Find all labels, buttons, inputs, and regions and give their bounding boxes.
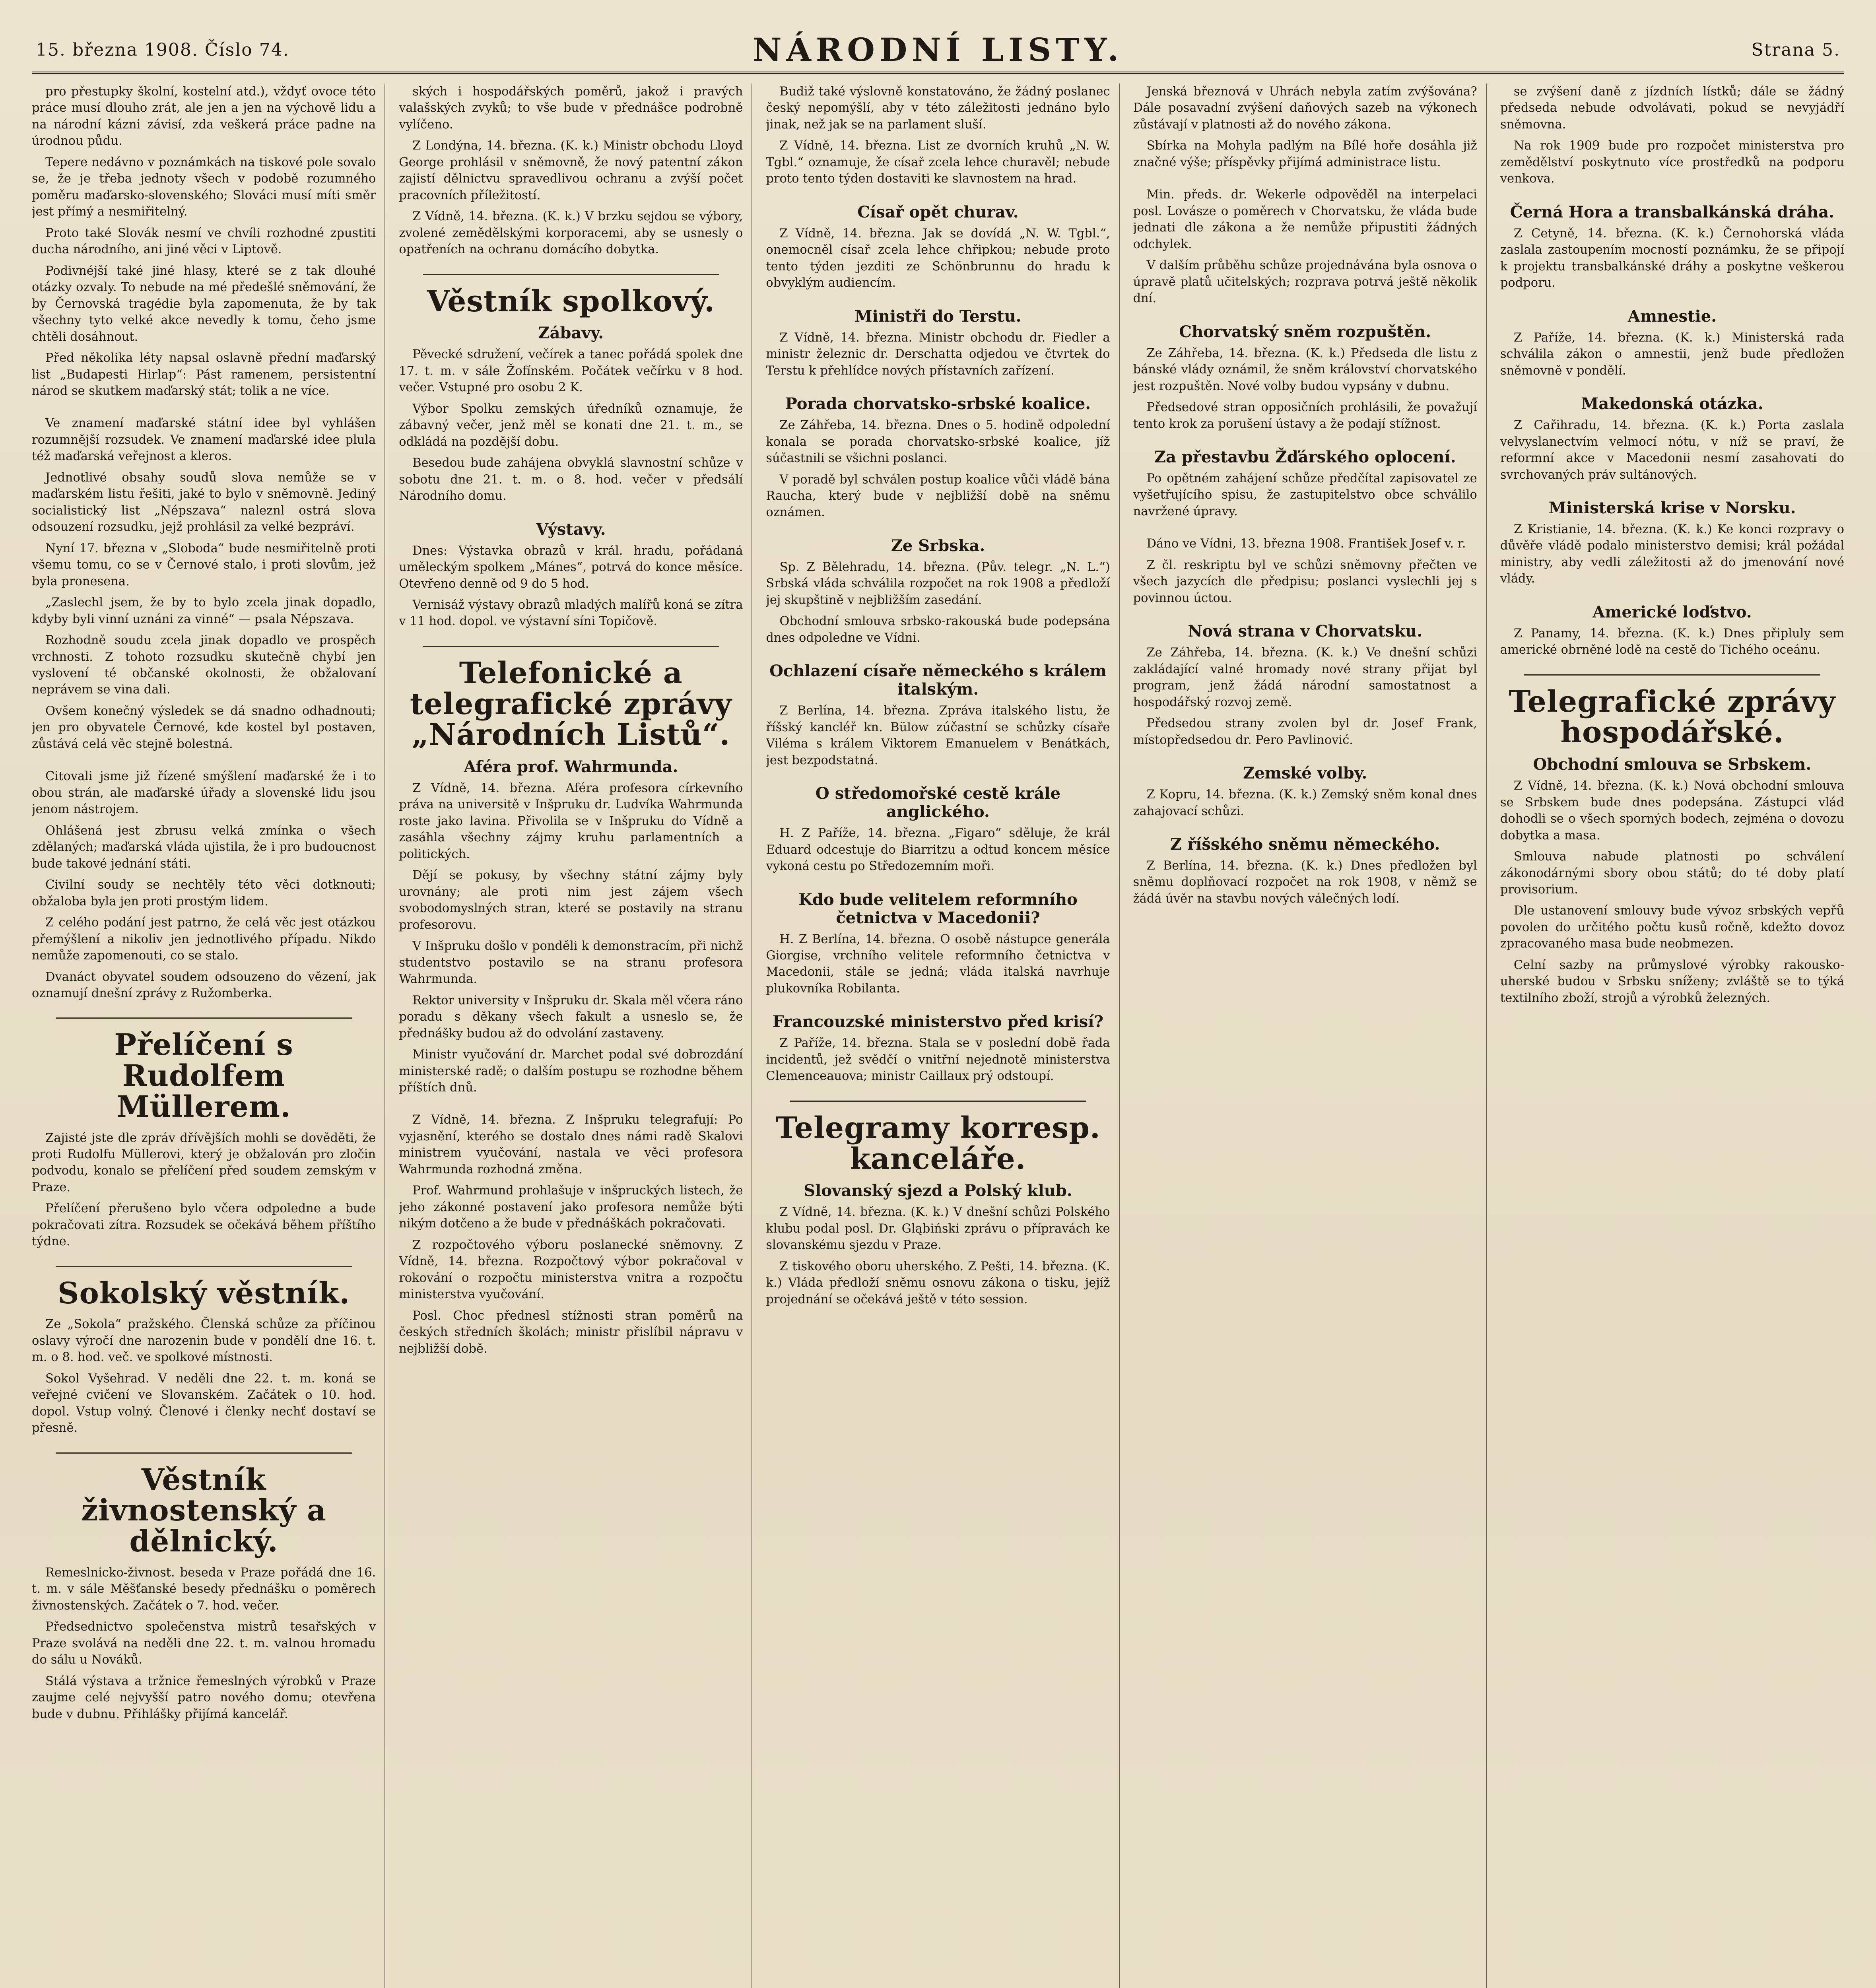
article-heading: Věstník spolkový. [427,284,715,318]
paragraph: Ovšem konečný výsledek se dá snadno odhadnouti; jen pro obyvatele Černové, kde kostel byl postaven, zůstává celá věc stejně bolestná. [32,704,376,751]
paragraph: Jednotlivé obsahy soudů slova nemůže se v maďarském listu řešiti, jaké to bylo v sněmovně. Jediný socialistický list „Népszava“ naleznl ostrá slova odsouzení rozsudku, jejž prohlásil za velké bezpráví. [32,470,376,534]
paragraph: Z Paříže, 14. března. Stala se v poslední době řada incidentů, jež svědčí o vnitřní nejednotě ministerstva Clemenceauova; ministr Caillaux prý odstoupí. [766,1036,1110,1083]
paragraph: Z Vídně, 14. března. (K. k.) Nová obchodní smlouva se Srbskem bude dnes podepsána. Zástupci vlád dohodli se o všech sporných bodech, zejména o dovozu dobytka a masa. [1500,779,1845,843]
paragraph: Z Vídně, 14. března. Aféra profesora církevního práva na universitě v Inšpruku dr. Ludvíka Wahrmunda roste jako lavina. Přivolila se v Inšpruku do Vídně a zasáhla všechny zájmy kruhu parlamentních a politických. [399,781,743,861]
article [766,1013,1110,1084]
article-subheading: Z říšského sněmu německého. [1170,835,1440,854]
article [1500,203,1844,291]
paragraph: Smlouva nabude platnosti po schválení zákonodárnými sbory obou států; do té doby platí provisorium. [1500,850,1845,897]
article [32,768,376,1002]
divider [1524,674,1820,676]
paragraph: Přelíčení přerušeno bylo včera odpoledne a bude pokračovati zítra. Rozsudek se očekává během příštího týdne. [32,1202,376,1249]
article-subheading: Obchodní smlouva se Srbskem. [1533,755,1812,774]
article [1133,764,1477,819]
paragraph: Z tiskového oboru uherského. Z Pešti, 14. března. (K. k.) Vláda předloží sněmu osnovu zákona o tisku, jejíž projednání se očekává ještě v této session. [766,1259,1110,1307]
paragraph: Ze Záhřeba, 14. března. (K. k.) Předseda dle listu z bánské vlády oznámil, že sněm království chorvatského jest rozpuštěn. Nové volby budou vypsány v dubnu. [1133,346,1477,393]
article-subheading: Černá Hora a transbalkánská dráha. [1510,202,1835,221]
article [766,662,1110,769]
article [766,307,1110,379]
paragraph: Tepere nedávno v poznámkách na tiskové pole sovalo se, že je třeba jednoty všech v podobě rozumného poměru maďarsko-slovenského; Slováci musí míti směr jest přímý a nesmiřitelný. [32,155,376,219]
paragraph: Z Kristianie, 14. března. (K. k.) Ke konci rozpravy o důvěře vládě podalo ministerstvo demisi; král požádal ministry, aby vedli záležitosti až do jmenování nové vlády. [1500,522,1845,586]
paragraph: Z Vídně, 14. března. (K. k.) V brzku sejdou se výbory, zvolené zemědělskými korporacemi, aby se usnesly o opatřeních na ochranu domácího dobytka. [399,210,743,257]
paragraph: Z Vídně, 14. března. Ministr obchodu dr. Fiedler a ministr železnic dr. Derschatta odjedou ve čtvrtek do Terstu k přehlídce nových přístavních zařízení. [766,330,1110,378]
paragraph: Z čl. reskriptu byl ve schůzi sněmovny přečten ve všech jazycích dle předpisu; poslanci vyslechli jej s povinnou úctou. [1133,558,1477,605]
column-5 [1500,83,1844,1988]
paragraph: Rozhodně soudu zcela jinak dopadlo ve prospěch vrchnosti. Z tohoto rozsudku skutečně chybí jen vyslovení té občanské okolnosti, že obžalovaní neprávem se vina dali. [32,633,376,697]
paragraph: Před několika léty napsal oslavně přední maďarský list „Budapesti Hirlap“: Pást ramenem, persistentní národ se skutkem maďarský stát; tolik a ne více. [32,351,376,398]
article-subheading: Ochlazení císaře německého s králem italským. [769,662,1107,699]
article [766,1101,1110,1308]
paragraph: V poradě byl schválen postup koalice vůči vládě bána Raucha, který bude v nejbližší době na sněmu oznámen. [766,472,1110,520]
paragraph: Dle ustanovení smlouvy bude vývoz srbských vepřů povolen do určitého počtu kusů ročně, kdežto dovoz zpracovaného masa bude neobmezen. [1500,904,1845,951]
article [1133,835,1477,907]
article-subheading: Americké loďstvo. [1592,602,1752,621]
paragraph: Ohlášená jest zbrusu velká zmínka o všech zdělaných; maďarská vláda ujistila, že i pro budoucnost bude takové jednání státi. [32,823,376,871]
paragraph: Nyní 17. března v „Sloboda“ bude nesmiřitelně proti všemu tomu, co se v Černové stalo, i proti slovům, jež byla pronesena. [32,541,376,588]
article [766,784,1110,874]
article [399,520,743,630]
paragraph: Ve znamení maďarské státní idee byl vyhlášen rozumnější rozsudek. Ve znamení maďarské idee plula též maďarská veřejnost a kleros. [32,416,376,464]
article [1500,499,1844,587]
paragraph: Po opětném zahájení schůze předčítal zapisovatel ze vyšetřujícího spisu, že zastupitelstvo obce schválilo navržené úpravy. [1133,471,1477,518]
article [766,395,1110,521]
article-subheading: Aféra prof. Wahrmunda. [464,757,678,776]
paragraph: H. Z Paříže, 14. března. „Figaro“ sděluje, že král Eduard odcestuje do Biarritzu a odtud koncem měsíce vykoná cestu po Středozemním moři. [766,826,1110,874]
paragraph: Besedou bude zahájena obvyklá slavnostní schůze v sobotu dne 21. t. m. o 8. hod. večer v předsálí Národního domu. [399,456,743,503]
article-subheading: Ministři do Terstu. [854,307,1022,326]
article-subheading: Ze Srbska. [891,536,985,555]
newspaper-title: NÁRODNÍ LISTY. [752,31,1124,68]
article [1133,323,1477,432]
article [1133,536,1477,606]
paragraph: Pěvecké sdružení, večírek a tanec pořádá spolek dne 17. t. m. v sále Žofínském. Počátek večírku v 8 hod. večer. Vstupné pro osobu 2 K. [399,348,743,395]
article-heading: Telegramy korresp. kanceláře. [775,1110,1101,1176]
article [1500,603,1844,658]
article-subheading: Slovanský sjezd a Polský klub. [804,1181,1072,1200]
paragraph: Podivnéjší také jiné hlasy, které se z tak dlouhé otázky ozvaly. To nebude na mé předešlé sněmování, že by Černovská tragédie byla zapomenuta, že by tak všechny tyto velké akce nevedly k tomu, čeho jsme chtěli dosáhnout. [32,264,376,344]
divider [790,1101,1086,1102]
paragraph: Sokol Vyšehrad. V neděli dne 22. t. m. koná se veřejné cvičení ve Slovanském. Začátek o 10. hod. dopol. Vstup volný. Členové i členky nechť dostaví se přesně. [32,1371,376,1435]
article [1133,622,1477,748]
article [1500,83,1844,187]
article-heading: Sokolský věstník. [58,1276,350,1310]
paragraph: Z Berlína, 14. března. (K. k.) Dnes předložen byl sněmu doplňovací rozpočet na rok 1908, v němž se žádá úvěr na stavbu nových válečných lodí. [1133,859,1477,906]
divider [56,1266,352,1267]
article [1500,674,1844,1006]
article-subheading: Nová strana v Chorvatsku. [1188,622,1423,641]
paragraph: Sbírka na Mohyla padlým na Bílé hoře dosáhla již značné výše; příspěvky přijímá administrace listu. [1133,139,1477,169]
article [32,1017,376,1250]
paragraph: Civilní soudy se nechtěly této věci dotknouti; obžaloba byla jen proti prostým lidem. [32,878,376,909]
paragraph: Z Kopru, 14. března. (K. k.) Zemský sněm konal dnes zahajovací schůzi. [1133,788,1477,818]
article-subheading: Za přestavbu Žďárského oplocení. [1154,447,1456,466]
paragraph: Z rozpočtového výboru poslanecké sněmovny. Z Vídně, 14. března. Rozpočtový výbor pokračoval v rokování o rozpočtu ministerstva vnitra a rozpočtu ministerstva vyučování. [399,1238,743,1302]
article [32,83,376,399]
article-subheading: Zábavy. [538,324,604,343]
divider [56,1017,352,1019]
paragraph: Předsednictvo společenstva mistrů tesařských v Praze svolává na neděli dne 22. t. m. valnou hromadu do sálu u Nováků. [32,1620,376,1667]
paragraph: Ze Záhřeba, 14. března. (K. k.) Ve dnešní schůzi zakládající valné hromady nové strany přijat byl program, jenž žádá národní samostatnost a hospodářský rozvoj země. [1133,646,1477,709]
paragraph: Ministr vyučování dr. Marchet podal své dobrozdání ministerské radě; o dalším postupu se rozhodne během příštích dnů. [399,1048,743,1095]
paragraph: Celní sazby na průmyslové výrobky rakousko-uherské budou v Srbsku sníženy; zvláště se to týká textilního zboží, strojů a výrobků železných. [1500,958,1845,1005]
paragraph: Z Vídně, 14. března. Jak se dovídá „N. W. Tgbl.“, onemocněl císař zcela lehce chřipkou; nebude proto tento týden jezditi ze Schönbrunnu do hradu k obvyklým audiencím. [766,226,1110,290]
article [766,537,1110,646]
paragraph: Z Panamy, 14. března. (K. k.) Dnes připluly sem americké obrněné lodě na cestě do Tichého oceánu. [1500,626,1845,657]
article-heading: Telefonické a telegrafické zprávy „Národních Listů“. [410,656,732,752]
paragraph: Prof. Wahrmund prohlašuje v inšpruckých listech, že jeho zákonné postavení jako profesora nemůže býti nikým dotčeno a že bude v přednáškách pokračovati. [399,1184,743,1231]
paragraph: Sp. Z Bělehradu, 14. března. (Pův. telegr. „N. L.“) Srbská vláda schválila rozpočet na rok 1908 a předloží jej skupštině v nejbližším zasedání. [766,560,1110,607]
paragraph: V dalším průběhu schůze projednávána byla osnova o úpravě platů učitelských; rozprava potrvá ještě několik dní. [1133,258,1477,306]
paragraph: Zajisté jste dle zpráv dřívějších mohli se dověděti, že proti Rudolfu Müllerovi, který je obžalován pro zločin podvodu, konalo se přelíčení před soudem zemským v Praze. [32,1131,376,1194]
article [32,415,376,752]
paragraph: Remeslnicko-živnost. beseda v Praze pořádá dne 16. t. m. v sále Měšťanské besedy přednášku o poměrech živnostenských. Začátek o 7. hod. večer. [32,1565,376,1613]
paragraph: ských i hospodářských poměrů, jakož i pravých valašských zvyků; to vše bude v přednášce podrobně vylíčeno. [399,85,743,132]
paragraph: „Zaslechl jsem, že by to bylo zcela jinak dopadlo, kdyby byli vinní uznáni za vinné“ — psala Népszava. [32,596,376,626]
article [399,83,743,258]
article [32,1266,376,1437]
paragraph: Ze Záhřeba, 14. března. Dnes o 5. hodině odpolední konala se porada chorvatsko-srbské koalice, jíž súčastnili se všichni poslanci. [766,418,1110,466]
page-number: Strana 5. [1751,40,1840,60]
article-subheading: Makedonská otázka. [1581,394,1763,414]
paragraph: Rektor university v Inšpruku dr. Skala měl včera ráno poradu s děkany všech fakult a usneslo se, že přednášky budou až do odvolání zastaveny. [399,993,743,1041]
article [399,1112,743,1357]
paragraph: Min. předs. dr. Wekerle odpověděl na interpelaci posl. Lovásze o poměrech v Chorvatsku, že vláda bude jednati dle zákona a že nemůže připustiti žádných odchylek. [1133,188,1477,251]
paragraph: Stálá výstava a tržnice řemeslných výrobků v Praze zaujme celé nejvyšší patro nového domu; otevřena bude v dubnu. Přihlášky přijímá kancelář. [32,1674,376,1721]
article [766,891,1110,997]
article-subheading: O středomořské cestě krále anglického. [815,784,1061,821]
paragraph: H. Z Berlína, 14. března. O osobě nástupce generála Giorgise, vrchního velitele reformního četnictva v Macedonii, stále se jedná; vláda italská navrhuje plukovníka Robilanta. [766,932,1110,996]
paragraph: Z Cetyně, 14. března. (K. k.) Černohorská vláda zaslala zastoupením mocností poznámku, že se připojí k projektu transbalkánské dráhy a poskytne veškerou podporu. [1500,226,1845,290]
paragraph: pro přestupky školní, kostelní atd.), vždyť ovoce této práce musí dlouho zrát, ale jen a jen na výchově lidu a na národní kázni závisí, zda veškerá práce padne na úrodnou půdu. [32,85,376,148]
paragraph: Z Paříže, 14. března. (K. k.) Ministerská rada schválila zákon o amnestii, jenž bude předložen sněmovně v pondělí. [1500,330,1845,378]
paragraph: Citovali jsme již řízené smýšlení maďarské že i to obou strán, ale maďarské úřady a slovenské lidu jsou jenom nástrojem. [32,769,376,817]
article-subheading: Porada chorvatsko-srbské koalice. [785,394,1091,414]
article-subheading: Chorvatský sněm rozpuštěn. [1179,322,1431,341]
paragraph: Dnes: Výstavka obrazů v král. hradu, pořádaná uměleckým spolkem „Mánes“, potrvá do konce měsíce. Otevřeno denně od 9 do 5 hod. [399,544,743,591]
paragraph: se zvýšení daně z jízdních lístků; dále se žádný předseda nebude odvolávati, pokud se nevyjádří sněmovna. [1500,85,1845,132]
paragraph: Proto také Slovák nesmí ve chvíli rozhodné zpustiti ducha národního, ani jiné věci v Liptově. [32,226,376,257]
article [1133,83,1477,171]
article-subheading: Amnestie. [1627,307,1717,326]
article [399,646,743,1096]
paragraph: Z Vídně, 14. března. Z Inšpruku telegrafují: Po vyjasnění, kterého se dostalo dnes námi radě Skalovi ministrem vyučování, nastala ve věci profesora Wahrmunda rozhodná změna. [399,1113,743,1176]
article-subheading: Ministerská krise v Norsku. [1548,498,1796,517]
article [1500,395,1844,483]
columns [32,83,1844,1988]
paragraph: Z Vídně, 14. března. List ze dvorních kruhů „N. W. Tgbl.“ oznamuje, že císař zcela lehce churavěl; nebude proto tento týden dostaviti ke slavnostem na hrad. [766,139,1110,186]
paragraph: Budiž také výslovně konstatováno, že žádný poslanec český nepomýšlí, aby v této záležitosti jednáno bylo jinak, než jak se na parlament sluší. [766,85,1110,132]
paragraph: Posl. Choc přednesl stížnosti stran poměrů na českých středních školách; ministr přislíbil nápravu v nejbližší době. [399,1309,743,1356]
article [1133,186,1477,307]
column-1 [32,83,385,1988]
paragraph: Předsedové stran opposičních prohlásili, že považují tento krok za porušení ústavy a že podají stížnost. [1133,400,1477,431]
paragraph: Dějí se pokusy, by všechny státní zájmy byly urovnány; ale proti nim jest zájem všech svobodomyslných stran, které se postavily na stranu profesorovu. [399,868,743,932]
column-3 [766,83,1119,1988]
article [32,1452,376,1722]
article [399,274,743,505]
paragraph: Dáno ve Vídni, 13. března 1908. František Josef v. r. [1146,537,1466,551]
paragraph: Ze „Sokola“ pražského. Členská schůze za příčinou oslavy výročí dne narozenin bude v pondělí dne 16. t. m. o 8. hod. več. ve spolkové místnosti. [32,1317,376,1365]
paragraph: Jenská březnová v Uhrách nebyla zatím zvýšována? Dále posavadní zvýšení daňových sazeb na výkonech zůstávají v platnosti až do nového zákona. [1133,85,1477,132]
article-heading: Věstník živnostenský a dělnický. [81,1462,326,1559]
article-heading: Přelíčení s Rudolfem Müllerem. [114,1028,293,1124]
column-4 [1133,83,1487,1988]
article [1500,307,1844,379]
article [1133,448,1477,520]
paragraph: Výbor Spolku zemských úředníků oznamuje, že zábavný večer, jenž měl se konati dne 21. t. m., se odkládá na pozdější dobu. [399,402,743,449]
paragraph: Z Cařihradu, 14. března. (K. k.) Porta zaslala velvyslanectvím velmocí nótu, v níž se praví, že reformní akce v Macedonii nesmí zasahovati do svrchovaných práv sultánových. [1500,418,1845,482]
article-heading: Telegrafické zprávy hospodářské. [1509,684,1836,750]
article-subheading: Výstavy. [536,520,606,539]
paragraph: Na rok 1909 bude pro rozpočet ministerstva pro zemědělství poskytnuto více prostředků na podporu venkova. [1500,139,1845,186]
article [766,83,1110,187]
paragraph: Obchodní smlouva srbsko-rakouská bude podepsána dnes odpoledne ve Vídni. [766,614,1110,645]
column-2 [399,83,752,1988]
article-subheading: Císař opět churav. [857,202,1019,221]
paragraph: Z Berlína, 14. března. Zpráva italského listu, že říšský kancléř kn. Bülow zúčastní se schůzky císaře Viléma s králem Viktorem Emanuelem v Benátkách, jest bezpodstatná. [766,704,1110,767]
article-subheading: Kdo bude velitelem reformního četnictva v Macedonii? [798,890,1078,927]
paragraph: Z Londýna, 14. března. (K. k.) Ministr obchodu Lloyd George prohlásil v sněmovně, že nový patentní zákon zajistí dělnictvu spravedlivou ochranu a zvýší počet pracovních příležitostí. [399,139,743,202]
paragraph: Z Vídně, 14. března. (K. k.) V dnešní schůzi Polského klubu podal posl. Dr. Gląbiński zprávu o přípravách ke slovanskému sjezdu v Praze. [766,1205,1110,1252]
masthead [32,16,1844,74]
divider [423,646,719,647]
article-subheading: Francouzské ministerstvo před krisí? [773,1012,1103,1031]
paragraph: Dvanáct obyvatel soudem odsouzeno do vězení, jak oznamují dnešní zprávy z Ružomberka. [32,970,376,1000]
divider [56,1452,352,1454]
paragraph: Vernisáž výstavy obrazů mladých malířů koná se zítra v 11 hod. dopol. ve výstavní síni Topičově. [399,598,743,629]
article [766,203,1110,291]
paragraph: Předsedou strany zvolen byl dr. Josef Frank, místopředsedou dr. Pero Pavlinović. [1133,716,1477,747]
paragraph: V Inšpruku došlo v ponděli k demonstracím, při nichž studentstvo postavilo se na stranu profesora Wahrmunda. [399,939,743,986]
issue-date: 15. března 1908. Číslo 74. [36,40,289,60]
paragraph: Z celého podání jest patrno, že celá věc jest otázkou přemýšlení a nikoliv jen jednotlivého případu. Nikdo nemůže zapomenouti, co se stalo. [32,916,376,963]
article-subheading: Zemské volby. [1243,764,1367,783]
divider [423,274,719,275]
